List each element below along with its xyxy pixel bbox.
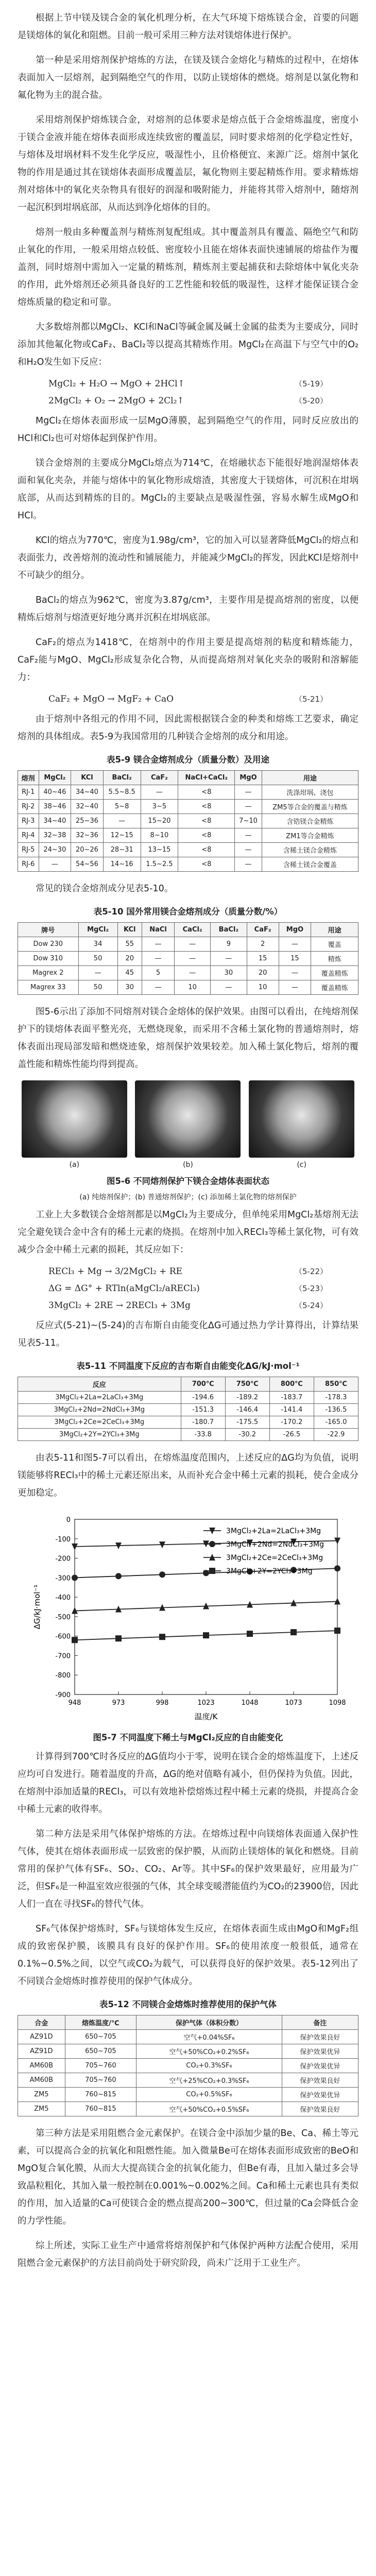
table-cell: — <box>235 828 262 843</box>
table-header-cell: NaCl+CaCl₂ <box>178 771 235 785</box>
data-point <box>115 1635 122 1641</box>
table-cell: -194.6 <box>181 1392 225 1404</box>
data-point <box>203 1632 209 1638</box>
legend-label: 3MgCl₂+2La=2LaCl₃+3Mg <box>226 1527 321 1535</box>
table-cell: — <box>235 843 262 857</box>
table-header-row <box>18 923 358 937</box>
table-cell: ZM5等合金的覆盖与精炼 <box>262 800 358 814</box>
paragraph: 图5-6示出了添加不同熔剂对镁合金熔体的保护效果。由图可以看出，在纯熔剂保护下的镁熔体表面平整光亮，无燃烧现象，而采用不含稀土氯化物的普通熔剂时，熔体表面出现局部发暗和燃烧迹象，熔剂保护效果较差。加入稀土氯化物后，熔剂的覆盖性能和精炼性能均得到提高。 <box>18 1007 358 1070</box>
table-cell: -183.7 <box>269 1392 314 1404</box>
table-header-cell: MgCl₂ <box>78 923 117 937</box>
table-cell: 25~36 <box>71 814 104 828</box>
table-header-cell: KCl <box>71 771 104 785</box>
table-cell: 9 <box>211 937 247 952</box>
y-axis-label: ΔG/kJ·mol⁻¹ <box>32 1584 42 1630</box>
table-row <box>18 1392 358 1404</box>
formula-expression: 3MgCl₂ + 2RE → 2RECl₃ + 3Mg <box>48 1300 191 1311</box>
table-cell: -33.8 <box>181 1429 225 1441</box>
table-cell: 30 <box>117 980 142 995</box>
table-cell: 空气+50%CO₂+0.2%SF₆ <box>136 2044 282 2059</box>
table-header-row <box>18 1377 358 1392</box>
formula-number: （5-21） <box>294 694 328 704</box>
table-cell: 38~46 <box>39 800 71 814</box>
table-cell: 50 <box>78 980 117 995</box>
y-tick-label: -600 <box>55 1633 71 1641</box>
y-tick-label: -100 <box>55 1535 71 1544</box>
table-cell: -170.2 <box>269 1416 314 1429</box>
table-cell: 650~705 <box>65 2030 136 2044</box>
photo-label: (c) <box>297 1161 306 1169</box>
table-caption: 表5-12 不同镁合金熔炼时推荐使用的保护气体 <box>99 1999 277 2009</box>
paragraph: 熔剂一般由多种覆盖剂与精炼剂复配组成。其中覆盖剂具有覆盖、隔绝空气和防止氧化的作用，一般采用熔点较低、密度较小且能在熔体表面快速铺展的熔盐作为覆盖剂，同时熔剂中需加入一定量的精炼剂，精炼剂主要起捕获和去除熔体中氧化夹杂的作用，此外熔剂还必须具备良好的工艺性能和较低的吸湿性，这样才能保证镁合金熔炼质量的稳定和可靠。 <box>18 227 358 308</box>
table-cell: -165.0 <box>314 1416 358 1429</box>
table-row <box>18 785 358 800</box>
table-cell: -175.5 <box>225 1416 269 1429</box>
table-cell: 覆盖 <box>311 937 358 952</box>
table-cell: 54~56 <box>71 857 104 872</box>
paragraph: 工业上大多数镁合金熔剂都是以MgCl₂为主要成分，但单纯采用MgCl₂基熔剂无法完全避免镁合金中含有的稀土元素的烧损。在熔剂中加入RECl₃等稀土氯化物，可有效减少合金中稀土元素的损耗，其反应如下： <box>18 1210 358 1255</box>
table-cell: 55 <box>117 937 142 952</box>
table-cell: 5 <box>142 966 174 980</box>
table-header-cell: 备注 <box>282 2015 358 2030</box>
legend-label: 3MgCl₂+2Y=2YCl₃+3Mg <box>226 1567 313 1575</box>
table-cell: — <box>141 785 178 800</box>
table-cell: 7~10 <box>235 814 262 828</box>
table-cell: 15 <box>279 952 311 966</box>
table-cell: 10 <box>175 980 211 995</box>
table-cell: — <box>235 857 262 872</box>
figure-photos <box>18 1080 358 1158</box>
table-cell: 28~31 <box>103 843 141 857</box>
table-cell: 32~38 <box>39 828 71 843</box>
table-header-cell: MgO <box>235 771 262 785</box>
data-point <box>290 1629 297 1635</box>
table-cell: 3~5 <box>141 800 178 814</box>
formula <box>18 378 358 389</box>
table-cell: — <box>142 980 174 995</box>
table-cell: 12~15 <box>103 828 141 843</box>
table-cell: 空气+0.04%SF₆ <box>136 2030 282 2044</box>
table-cell: — <box>78 966 117 980</box>
table-cell: <8 <box>178 814 235 828</box>
formula-number: （5-23） <box>294 1284 328 1293</box>
x-tick-label: 998 <box>156 1699 169 1707</box>
table-cell: -141.4 <box>269 1404 314 1416</box>
gibbs-energy-chart <box>28 1509 348 1725</box>
table-cell: 覆盖精炼 <box>311 980 358 995</box>
table-header-cell: MgO <box>279 923 311 937</box>
table-header-cell: 用途 <box>262 771 358 785</box>
table-cell: — <box>211 980 247 995</box>
table-cell: 705~760 <box>65 2059 136 2073</box>
paragraph: 常见的镁合金熔剂成分见表5-10。 <box>36 884 174 894</box>
formula-expression: RECl₃ + Mg → 3/2MgCl₂ + RE <box>48 1266 183 1277</box>
table-cell: 3MgCl₂+2La=2LaCl₃+3Mg <box>18 1392 181 1404</box>
table-cell: AM60B <box>18 2059 65 2073</box>
photo-label: (a) <box>69 1161 80 1169</box>
formula-expression: CaF₂ + MgO → MgF₂ + CaO <box>48 693 174 704</box>
table-cell: 760~815 <box>65 2088 136 2102</box>
table-cell: 14~16 <box>103 857 141 872</box>
table-cell: 20 <box>247 966 279 980</box>
table-cell: <8 <box>178 828 235 843</box>
table-cell: 空气+25%CO₂+0.3%SF₆ <box>136 2073 282 2088</box>
x-axis-label: 温度/K <box>194 1712 218 1721</box>
melt-surface-photo <box>22 1080 127 1158</box>
x-tick-label: 1048 <box>241 1699 259 1707</box>
table-cell: 空气+50%CO₂+0.5%SF₆ <box>136 2102 282 2116</box>
table-header-cell: 用途 <box>311 923 358 937</box>
paragraph: 根据上节中镁及镁合金的氧化机理分析，在大气环境下熔炼镁合金，首要的问题是镁熔体的氧化和阻燃。目前一般可采用三种方法对镁熔体进行保护。 <box>18 13 358 41</box>
table-cell: ZM5 <box>18 2102 65 2116</box>
table-cell: RJ-6 <box>18 857 39 872</box>
table-row <box>18 1404 358 1416</box>
table-row <box>18 952 358 966</box>
table-cell: AM60B <box>18 2073 65 2088</box>
table-cell: -26.5 <box>269 1429 314 1441</box>
table-row <box>18 1429 358 1441</box>
table-row <box>18 2073 358 2088</box>
table-header-cell: 700℃ <box>181 1377 225 1392</box>
formula-number: （5-19） <box>294 379 328 388</box>
table-cell: 32~40 <box>71 800 104 814</box>
table-cell: 34 <box>78 937 117 952</box>
table-cell: ZM1等合金精炼 <box>262 828 358 843</box>
table-cell: 含稀土镁合金精炼 <box>262 843 358 857</box>
table-cell: 5.5~8.5 <box>103 785 141 800</box>
paragraph: 大多数熔剂都以MgCl₂、KCl和NaCl等碱金属及碱土金属的盐类为主要成分，同时添加其他氟化物或CaF₂、BaCl₂等以提高其精炼作用。MgCl₂在高温下与空气中的O₂和H₂O发生如下反应： <box>18 322 358 367</box>
chart-container <box>18 1509 358 1725</box>
data-point <box>209 1568 215 1574</box>
paragraph: KCl的熔点为770℃，密度为1.98g/cm³，它的加入可以显著降低MgCl₂的熔点和表面张力，改善熔剂的流动性和铺展能力，并能减少MgCl₂的挥发，因此KCl是熔剂中不可缺少的组分。 <box>18 535 358 581</box>
table-cell: — <box>279 966 311 980</box>
table-cell: 34~40 <box>71 785 104 800</box>
table-cell: <8 <box>178 843 235 857</box>
data-point <box>72 1637 78 1643</box>
table-header-cell: KCl <box>117 923 142 937</box>
legend-label: 3MgCl₂+2Ce=2CeCl₃+3Mg <box>226 1554 323 1562</box>
table-header-cell: 牌号 <box>18 923 79 937</box>
x-tick-label: 1023 <box>197 1699 215 1707</box>
table-cell: 3MgCl₂+2Nd=2NdCl₃+3Mg <box>18 1404 181 1416</box>
data-point <box>247 1631 253 1637</box>
table-cell: — <box>211 952 247 966</box>
table-cell: 5~8 <box>103 800 141 814</box>
table-cell: RJ-5 <box>18 843 39 857</box>
table-cell: — <box>175 937 211 952</box>
protective-gas-table <box>18 2015 358 2116</box>
table-row <box>18 2044 358 2059</box>
paragraph: BaCl₂的熔点为962℃，密度为3.87g/cm³，主要作用是提高熔剂的密度，以便精炼后熔剂与熔渣更好地分离并沉积在坩埚底部。 <box>18 595 358 623</box>
legend-label: 3MgCl₂+2Nd=2NdCl₃+3Mg <box>226 1540 324 1549</box>
table-cell: -22.9 <box>314 1429 358 1441</box>
table-header-cell: 800℃ <box>269 1377 314 1392</box>
table-cell: — <box>39 857 71 872</box>
table-caption: 表5-10 国外常用镁合金熔剂成分（质量分数/%） <box>93 907 283 917</box>
y-tick-label: -800 <box>55 1672 71 1680</box>
table-row <box>18 2059 358 2073</box>
table-cell: 洗涤坩埚、浇包 <box>262 785 358 800</box>
formula <box>18 395 358 406</box>
paragraph: 采用熔剂保护熔炼镁合金，对熔剂的总体要求是熔点低于合金熔炼温度，密度小于镁合金液并能在熔体表面形成连续致密的覆盖层，同时要求熔剂的化学稳定性好，与熔体及坩埚材料不发生化学反应，吸湿性小，且价格便宜、来源广泛。熔剂中氯化物的作用是通过其在镁熔体表面形成覆盖层，氟化物则主要起精炼作用。要求精炼熔剂对熔体中的氧化夹杂物具有很好的润湿和吸附能力，并能将其带入熔剂中，随熔剂一起沉积到坩埚底部，从而达到净化熔体的目的。 <box>18 115 358 213</box>
table-row <box>18 1416 358 1429</box>
formula <box>18 693 358 704</box>
table-cell: — <box>142 937 174 952</box>
table-header-cell: 合金 <box>18 2015 65 2030</box>
table-cell: 15 <box>247 952 279 966</box>
paragraph: CaF₂的熔点为1418℃，在熔剂中的作用主要是提高熔剂的粘度和精炼能力，CaF₂能与MgO、MgCl₂形成复杂化合物，从而提高熔剂对氧化夹杂的吸附和溶解能力： <box>18 637 358 683</box>
formula-expression: ΔG = ΔG° + RTln(aMgCl₂/aRECl₃) <box>48 1283 200 1294</box>
table-row <box>18 800 358 814</box>
formula-expression: MgCl₂ + H₂O → MgO + 2HCl↑ <box>48 378 185 389</box>
table-header-cell: MgCl₂ <box>39 771 71 785</box>
table-cell: RJ-4 <box>18 828 39 843</box>
melt-surface-photo <box>249 1080 354 1158</box>
paragraph: 第三种方法是采用阻燃合金元素保护。在镁合金中添加少量的Be、Ca、稀土等元素，可以提高合金的抗氧化和阻燃性能。加入微量Be可在熔体表面形成致密的BeO和MgO复合氧化膜，从而大大提高镁合金的抗氧化能力，但Be有毒，且加入量过多会导致晶粒粗化，其加入量一般控制在0.001%~0.002%之间。Ca和稀土元素也具有类似的作用，加入适量的Ca可使镁合金的燃点提高200~300℃，但过量的Ca会降低合金的力学性能。 <box>18 2128 358 2226</box>
table-header-cell: 熔炼温度/℃ <box>65 2015 136 2030</box>
table-row <box>18 2102 358 2116</box>
x-tick-label: 948 <box>68 1699 81 1707</box>
y-tick-label: -400 <box>55 1594 71 1602</box>
table-cell: 24~30 <box>39 843 71 857</box>
paragraph: 计算得到700℃时各反应的ΔG值均小于零，说明在镁合金的熔炼温度下，上述反应均可自发进行。随着温度的升高，ΔG的绝对值略有减小，但仍保持为负值。因此，在熔剂中添加适量的RECl₃，可以有效地补偿熔炼过程中稀土元素的烧损，并提高合金中稀土元素的收得率。 <box>18 1752 358 1815</box>
y-tick-label: -200 <box>55 1555 71 1563</box>
table-cell: -136.5 <box>314 1404 358 1416</box>
table-cell: — <box>175 952 211 966</box>
paragraph: 由于熔剂中各组元的作用不同，因此需根据镁合金的种类和熔炼工艺要求，确定熔剂的具体组成。表5-9为我国常用的几种镁合金熔剂的成分和用途。 <box>18 714 358 742</box>
table-header-cell: 反应 <box>18 1377 181 1392</box>
table-cell: 30 <box>211 966 247 980</box>
table-header-cell: NaCl <box>142 923 174 937</box>
table-row <box>18 843 358 857</box>
table-header-row <box>18 771 358 785</box>
figure-caption: 图5-7 不同温度下稀土与MgCl₂反应的自由能变化 <box>93 1733 283 1742</box>
table-cell: — <box>103 814 141 828</box>
data-point <box>334 1628 340 1634</box>
table-cell: 覆盖精炼 <box>311 966 358 980</box>
data-point <box>334 1565 340 1571</box>
y-tick-label: -700 <box>55 1652 71 1660</box>
paragraph: 第一种是采用熔剂保护熔炼的方法，在镁及镁合金熔化与精炼的过程中，在熔体表面加入一层熔剂，起到隔绝空气的作用，以防止镁熔体的燃烧。熔剂是以氯化物和氟化物为主的混合盐。 <box>18 55 358 100</box>
table-caption: 表5-9 镁合金熔剂成分（质量分数）及用途 <box>106 755 270 765</box>
table-header-cell: 750℃ <box>225 1377 269 1392</box>
table-cell: <8 <box>178 785 235 800</box>
table-cell: AZ91D <box>18 2030 65 2044</box>
table-cell: 保护效果良好 <box>282 2102 358 2116</box>
formula-number: （5-22） <box>294 1267 328 1276</box>
table-cell: RJ-1 <box>18 785 39 800</box>
photo-labels <box>18 1161 358 1169</box>
table-cell: 2 <box>247 937 279 952</box>
table-cell: Dow 310 <box>18 952 79 966</box>
melt-surface-photo <box>135 1080 241 1158</box>
table-row <box>18 966 358 980</box>
table-cell: 8~10 <box>141 828 178 843</box>
y-tick-label: -500 <box>55 1613 71 1621</box>
y-tick-label: -300 <box>55 1574 71 1583</box>
table-cell: -189.2 <box>225 1392 269 1404</box>
data-point <box>72 1574 78 1581</box>
table-row <box>18 980 358 995</box>
table-cell: — <box>235 800 262 814</box>
table-header-cell: CaF₂ <box>141 771 178 785</box>
table-cell: <8 <box>178 800 235 814</box>
figure-note: (a) 纯熔剂保护；(b) 普通熔剂保护；(c) 添加稀土氯化物的熔剂保护 <box>79 1193 297 1201</box>
table-cell: -146.4 <box>225 1404 269 1416</box>
table-cell: 保护效果优异 <box>282 2059 358 2073</box>
table-caption: 表5-11 不同温度下反应的吉布斯自由能变化ΔG/kJ·mol⁻¹ <box>76 1361 300 1371</box>
table-header-cell: 熔剂 <box>18 771 39 785</box>
figure-caption: 图5-6 不同熔剂保护下镁合金熔体表面状态 <box>106 1176 270 1186</box>
table-cell: 10 <box>247 980 279 995</box>
flux-composition-table <box>18 770 358 872</box>
table-cell: RJ-2 <box>18 800 39 814</box>
table-cell: CO₂+0.5%SF₆ <box>136 2088 282 2102</box>
table-cell: 含锆镁合金精炼 <box>262 814 358 828</box>
table-header-cell: CaF₂ <box>247 923 279 937</box>
table-cell: 20 <box>117 952 142 966</box>
table-cell: AZ91D <box>18 2044 65 2059</box>
table-header-cell: BaCl₂ <box>103 771 141 785</box>
formula <box>18 1300 358 1311</box>
table-cell: 15~20 <box>141 814 178 828</box>
paragraph: 综上所述，实际工业生产中通常将熔剂保护和气体保护两种方法配合使用，采用阻燃合金元素保护的方法目前尚处于研究阶段，尚未广泛用于工业生产。 <box>18 2241 358 2268</box>
gibbs-energy-table <box>18 1377 358 1441</box>
table-header-cell: CaCl₂ <box>175 923 211 937</box>
paragraph: 镁合金熔剂的主要成分MgCl₂熔点为714℃，在熔融状态下能很好地润湿熔体表面和氧化夹杂，并能与熔体中的氧化物形成熔渣，其密度大于镁熔体，可沉积在坩埚底部，从而达到精炼的目的。MgCl₂的主要缺点是吸湿性强，容易水解生成MgO和HCl。 <box>18 458 358 521</box>
y-tick-label: -900 <box>55 1691 71 1699</box>
paragraph: SF₆气体保护熔炼时，SF₆与镁熔体发生反应，在熔体表面生成由MgO和MgF₂组成的致密保护膜，该膜具有良好的保护作用。SF₆的使用浓度一般很低，通常在0.1%~0.5%之间，以空气或CO₂为载气，可以获得良好的保护效果。表5-12列出了不同镁合金熔炼时推荐使用的保护气体成分。 <box>18 1924 358 1987</box>
table-row <box>18 2088 358 2102</box>
table-cell: Dow 230 <box>18 937 79 952</box>
table-cell: Magrex 33 <box>18 980 79 995</box>
table-cell: 20~26 <box>71 843 104 857</box>
table-cell: -30.2 <box>225 1429 269 1441</box>
table-cell: 3MgCl₂+2Ce=2CeCl₃+3Mg <box>18 1416 181 1429</box>
table-row <box>18 2030 358 2044</box>
table-cell: 50 <box>78 952 117 966</box>
table-cell: 13~15 <box>141 843 178 857</box>
table-cell: 760~815 <box>65 2102 136 2116</box>
table-cell: 含稀土镁合金覆盖 <box>262 857 358 872</box>
table-cell: 3MgCl₂+2Y=2YCl₃+3Mg <box>18 1429 181 1441</box>
x-tick-label: 973 <box>112 1699 125 1707</box>
formula <box>18 1283 358 1294</box>
table-cell: 45 <box>117 966 142 980</box>
table-row <box>18 828 358 843</box>
table-cell: — <box>235 785 262 800</box>
table-cell: 保护效果优异 <box>282 2044 358 2059</box>
table-cell: 34~40 <box>39 814 71 828</box>
y-tick-label: 0 <box>66 1516 71 1524</box>
table-cell: -151.3 <box>181 1404 225 1416</box>
table-cell: <8 <box>178 857 235 872</box>
table-row <box>18 937 358 952</box>
paragraph: 反应式(5-21)~(5-24)的吉布斯自由能变化ΔG可通过热力学计算得出，计算结果见表5-11。 <box>18 1320 358 1348</box>
table-row <box>18 814 358 828</box>
table-cell: RJ-3 <box>18 814 39 828</box>
table-header-row <box>18 2015 358 2030</box>
table-header-cell: 保护气体（体积分数） <box>136 2015 282 2030</box>
table-header-cell: 850℃ <box>314 1377 358 1392</box>
table-cell: -180.7 <box>181 1416 225 1429</box>
formula-number: （5-20） <box>294 396 328 405</box>
table-header-cell: BaCl₂ <box>211 923 247 937</box>
table-cell: 705~760 <box>65 2073 136 2088</box>
table-cell: 32~36 <box>71 828 104 843</box>
photo-label: (b) <box>183 1161 193 1169</box>
data-point <box>159 1571 165 1578</box>
data-point <box>209 1541 215 1547</box>
paragraph: 由表5-11和图5-7可以看出，在熔炼温度范围内，上述反应的ΔG均为负值，说明镁能够将RECl₃中的稀土元素还原出来，从而补充合金中稀土元素的损耗，使合金成分更加稳定。 <box>18 1453 358 1498</box>
table-cell: 650~705 <box>65 2044 136 2059</box>
table-cell: Magrex 2 <box>18 966 79 980</box>
table-cell: — <box>142 952 174 966</box>
paragraph: 第二种方法是采用气体保护熔炼的方法。在熔炼过程中向镁熔体表面通入保护性气体，使其在熔体表面形成一层致密的保护膜，从而防止镁熔体的氧化和燃烧。目前常用的保护气体有SF₆、SO₂、CO₂、Ar等。其中SF₆的保护效果最好，应用最为广泛，但SF₆是一种温室效应很强的气体，其全球变暖潜能值约为CO₂的23900倍，因此人们一直在寻找SF₆的替代气体。 <box>18 1829 358 1909</box>
formula <box>18 1266 358 1277</box>
table-cell: — <box>279 937 311 952</box>
data-point <box>115 1573 122 1579</box>
table-cell: 保护效果良好 <box>282 2073 358 2088</box>
paragraph: MgCl₂在熔体表面形成一层MgO薄膜，起到隔绝空气的作用，同时反应放出的HCl和Cl₂也可对熔体起到保护作用。 <box>18 416 358 444</box>
table-cell: CO₂+0.3%SF₆ <box>136 2059 282 2073</box>
table-cell: 精炼 <box>311 952 358 966</box>
data-point <box>159 1634 165 1640</box>
table-cell: 保护效果优异 <box>282 2088 358 2102</box>
table-row <box>18 857 358 872</box>
table-cell: 保护效果良好 <box>282 2030 358 2044</box>
formula-expression: 2MgCl₂ + O₂ → 2MgO + 2Cl₂↑ <box>48 395 184 406</box>
x-tick-label: 1098 <box>329 1699 346 1707</box>
foreign-flux-table <box>18 922 358 995</box>
table-cell: ZM5 <box>18 2088 65 2102</box>
table-cell: 40~46 <box>39 785 71 800</box>
table-cell: — <box>279 980 311 995</box>
x-tick-label: 1073 <box>285 1699 302 1707</box>
formula-number: （5-24） <box>294 1301 328 1310</box>
table-cell: 1.5~2.5 <box>141 857 178 872</box>
table-cell: -178.3 <box>314 1392 358 1404</box>
table-cell: — <box>175 966 211 980</box>
